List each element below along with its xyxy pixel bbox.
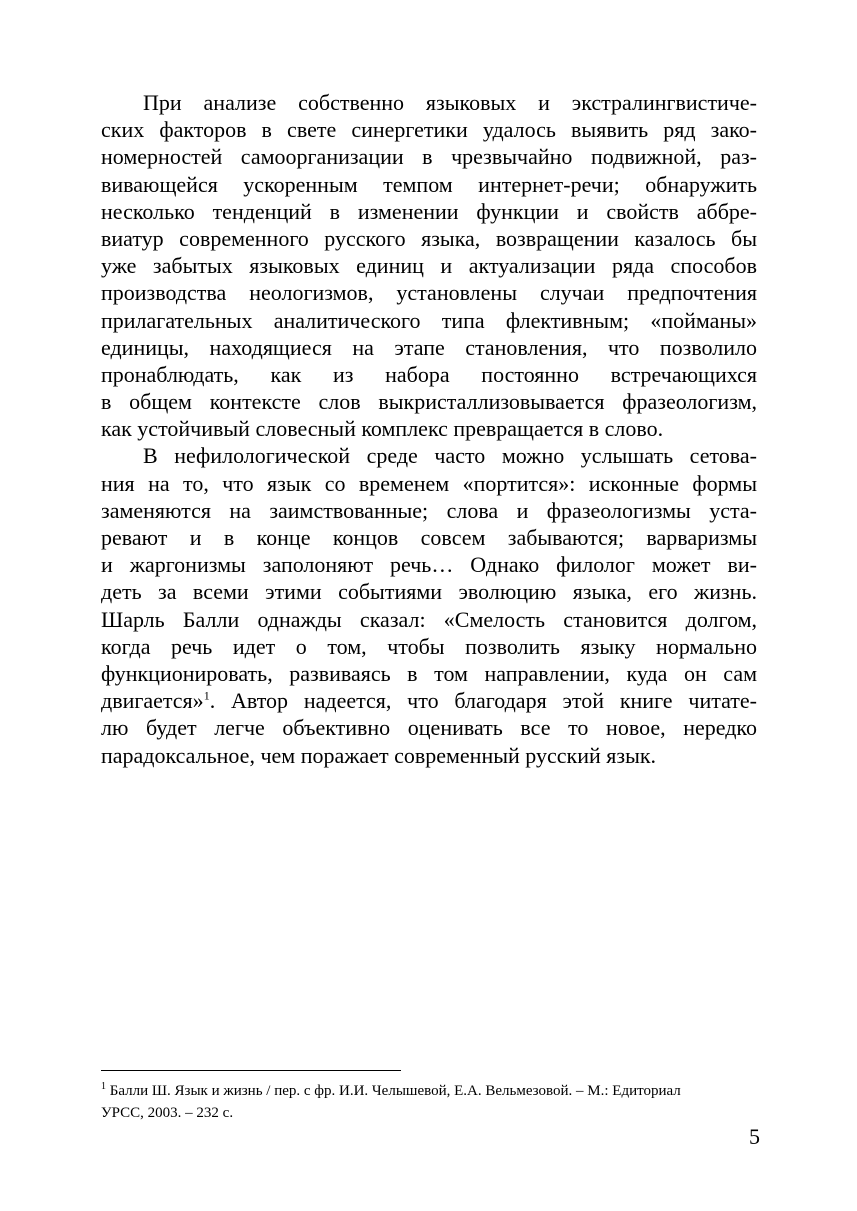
text-line: В нефилологической среде часто можно услышать сетова- xyxy=(143,443,757,469)
footnote-reference[interactable]: 1 xyxy=(203,688,210,703)
text-line: номерностей самоорганизации в чрезвычайно подвижной, раз- xyxy=(101,144,757,170)
text-line: ния на то, что язык со временем «портится»: исконные формы xyxy=(101,470,757,496)
footnote xyxy=(101,1080,757,1124)
text-line: ревают и в конце концов совсем забываются; варваризмы xyxy=(101,525,757,550)
text-line: деть за всеми этими событиями эволюцию языка, его жизнь. xyxy=(101,579,757,605)
text-line: парадоксальное, чем поражает современный русский язык. xyxy=(101,742,657,768)
main-text xyxy=(101,89,757,769)
text-segment: двигается» xyxy=(101,688,204,714)
text-line: производства неологизмов, установлены случаи предпочтения xyxy=(101,280,757,306)
text-line: когда речь идет о том, чтобы позволить языку нормально xyxy=(101,633,757,659)
footnote-line xyxy=(101,1080,757,1102)
text-line: лю будет легче объективно оценивать все то новое, нередко xyxy=(101,715,757,741)
paragraph-2 xyxy=(101,442,757,768)
text-line: и жаргонизмы заполоняют речь… Однако филолог может ви- xyxy=(101,552,757,578)
text-line: в общем контексте слов выкристаллизовывается фразеологизм, xyxy=(101,389,757,415)
footnote-divider xyxy=(101,1070,401,1071)
text-line: прилагательных аналитического типа флективным; «пойманы» xyxy=(101,307,757,333)
text-line: как устойчивый словесный комплекс превращается в слово. xyxy=(101,416,664,442)
text-segment: . Автор надеется, что благодаря этой книге читате- xyxy=(209,688,757,714)
paragraph-1 xyxy=(101,89,757,442)
text-line: Шарль Балли однажды сказал: «Смелость становится долгом, xyxy=(101,606,757,632)
text-line: функционировать, развиваясь в том направлении, куда он сам xyxy=(101,660,757,686)
text-line: виатур современного русского языка, возвращении казалось бы xyxy=(101,225,757,251)
footnote-text: Балли Ш. Язык и жизнь / пер. с фр. И.И. Челышевой, Е.А. Вельмезовой. – М.: Едиториал xyxy=(109,1083,681,1099)
footnote-mark: 1 xyxy=(101,1081,106,1092)
text-line: вивающейся ускоренным темпом интернет-речи; обнаружить xyxy=(101,171,757,197)
text-line: пронаблюдать, как из набора постоянно встречающихся xyxy=(101,361,757,387)
page-number: 5 xyxy=(749,1124,760,1149)
text-line: При анализе собственно языковых и экстралингвистиче- xyxy=(143,90,757,115)
text-line: ских факторов в свете синергетики удалось выявить ряд зако- xyxy=(101,117,757,143)
text-line: несколько тенденций в изменении функции и свойств аббре- xyxy=(101,198,757,224)
text-line: уже забытых языковых единиц и актуализации ряда способов xyxy=(101,253,757,279)
text-line: единицы, находящиеся на этапе становления, что позволило xyxy=(101,334,757,360)
text-line-with-footnote xyxy=(101,687,757,714)
text-line: заменяются на заимствованные; слова и фразеологизмы уста- xyxy=(101,497,757,523)
footnote-line: УРСС, 2003. – 232 с. xyxy=(101,1105,234,1121)
